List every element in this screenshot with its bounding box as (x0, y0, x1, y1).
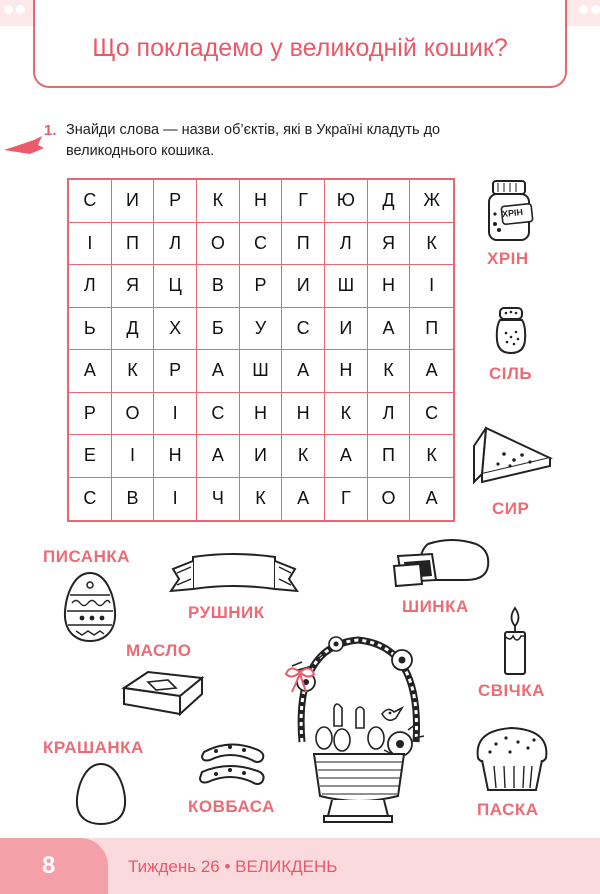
grid-cell: А (197, 435, 240, 478)
arrow-icon (4, 136, 44, 158)
grid-cell: Н (240, 393, 283, 436)
grid-cell: А (69, 350, 112, 393)
grid-cell: К (325, 393, 368, 436)
grid-cell: А (410, 350, 453, 393)
grid-cell: П (368, 435, 411, 478)
grid-cell: Е (69, 435, 112, 478)
decor-dot (591, 5, 600, 14)
page-title: Що покладемо у великодній кошик? (92, 34, 508, 62)
grid-cell: Н (368, 265, 411, 308)
grid-cell: Ш (325, 265, 368, 308)
grid-cell: Б (197, 308, 240, 351)
grid-cell: Х (154, 308, 197, 351)
decor-dot (16, 5, 25, 14)
grid-cell: Ш (240, 350, 283, 393)
grid-cell: І (154, 478, 197, 521)
butter-icon (120, 668, 206, 718)
task-number: 1. (44, 122, 57, 139)
grid-cell: С (69, 478, 112, 521)
candle-icon (498, 606, 532, 676)
grid-cell: Ю (325, 180, 368, 223)
grid-cell: А (368, 308, 411, 351)
sausage-icon (196, 738, 268, 796)
grid-cell: І (69, 223, 112, 266)
salt-shaker-icon (494, 306, 528, 356)
grid-cell: С (69, 180, 112, 223)
label-khrin: ХРІН (487, 249, 529, 268)
grid-cell: П (112, 223, 155, 266)
decor-dot (4, 5, 13, 14)
grid-cell: И (240, 435, 283, 478)
label-kovbasa: КОВБАСА (188, 797, 275, 816)
label-svichka: СВІЧКА (478, 681, 545, 700)
grid-cell: Р (154, 180, 197, 223)
grid-cell: К (240, 478, 283, 521)
grid-cell: Л (368, 393, 411, 436)
easter-egg-icon (62, 571, 118, 643)
grid-cell: Л (154, 223, 197, 266)
grid-cell: С (197, 393, 240, 436)
grid-cell: О (112, 393, 155, 436)
grid-cell: Ч (197, 478, 240, 521)
grid-cell: Н (240, 180, 283, 223)
label-syr: СИР (492, 499, 530, 518)
grid-cell: Л (69, 265, 112, 308)
grid-cell: С (282, 308, 325, 351)
ham-icon (392, 536, 492, 588)
grid-cell: І (112, 435, 155, 478)
grid-cell: А (282, 350, 325, 393)
grid-cell: Р (154, 350, 197, 393)
page-number: 8 (42, 852, 56, 879)
grid-cell: В (112, 478, 155, 521)
grid-cell: С (240, 223, 283, 266)
grid-cell: К (410, 223, 453, 266)
task-text: Знайди слова — назви об’єктів, які в Україні кладуть до великоднього кошика. (66, 122, 441, 159)
grid-cell: Г (282, 180, 325, 223)
label-sil: СІЛЬ (489, 364, 533, 383)
label-krashanka: КРАШАНКА (43, 738, 144, 757)
dyed-egg-icon (74, 762, 128, 826)
grid-cell: Д (112, 308, 155, 351)
grid-cell: Р (240, 265, 283, 308)
towel-icon (167, 551, 301, 607)
grid-cell: Ц (154, 265, 197, 308)
grid-cell: К (410, 435, 453, 478)
easter-bread-icon (470, 722, 554, 794)
grid-cell: Я (112, 265, 155, 308)
grid-cell: К (368, 350, 411, 393)
grid-cell: О (368, 478, 411, 521)
grid-cell: П (410, 308, 453, 351)
grid-cell: П (282, 223, 325, 266)
word-search-grid (67, 178, 455, 522)
grid-cell: И (112, 180, 155, 223)
grid-cell: В (197, 265, 240, 308)
grid-cell: Л (325, 223, 368, 266)
grid-cell: Д (368, 180, 411, 223)
grid-cell: А (425, 488, 438, 509)
grid-cell: Н (282, 393, 325, 436)
label-maslo: МАСЛО (126, 641, 192, 660)
grid-cell: Г (325, 478, 368, 521)
label-shynka: ШИНКА (402, 597, 469, 616)
grid-cell: Р (69, 393, 112, 436)
grid-cell: А (325, 435, 368, 478)
grid-cell: И (325, 308, 368, 351)
grid-cell: С (410, 393, 453, 436)
grid-cell: Я (368, 223, 411, 266)
grid-cell: Ж (410, 180, 453, 223)
label-pysanka: ПИСАНКА (43, 547, 130, 566)
grid-cell: Н (325, 350, 368, 393)
decor-dot (579, 5, 588, 14)
label-rushnyk: РУШНИК (188, 603, 265, 622)
grid-cell: О (197, 223, 240, 266)
easter-basket-icon (276, 626, 442, 834)
grid-cell: Ь (69, 308, 112, 351)
grid-cell: А (282, 478, 325, 521)
grid-cell: К (197, 180, 240, 223)
grid-cell: І (410, 265, 453, 308)
label-paska: ПАСКА (477, 800, 539, 819)
grid-cell: Н (154, 435, 197, 478)
grid-cell: И (282, 265, 325, 308)
grid-cell: А (197, 350, 240, 393)
grid-cell: К (282, 435, 325, 478)
footer-text: Тиждень 26 • ВЕЛИКДЕНЬ (128, 857, 338, 876)
grid-cell: К (112, 350, 155, 393)
grid-cell: І (154, 393, 197, 436)
grid-cell: У (240, 308, 283, 351)
jar-label: ХРІН (501, 206, 524, 220)
cheese-icon (470, 424, 554, 488)
